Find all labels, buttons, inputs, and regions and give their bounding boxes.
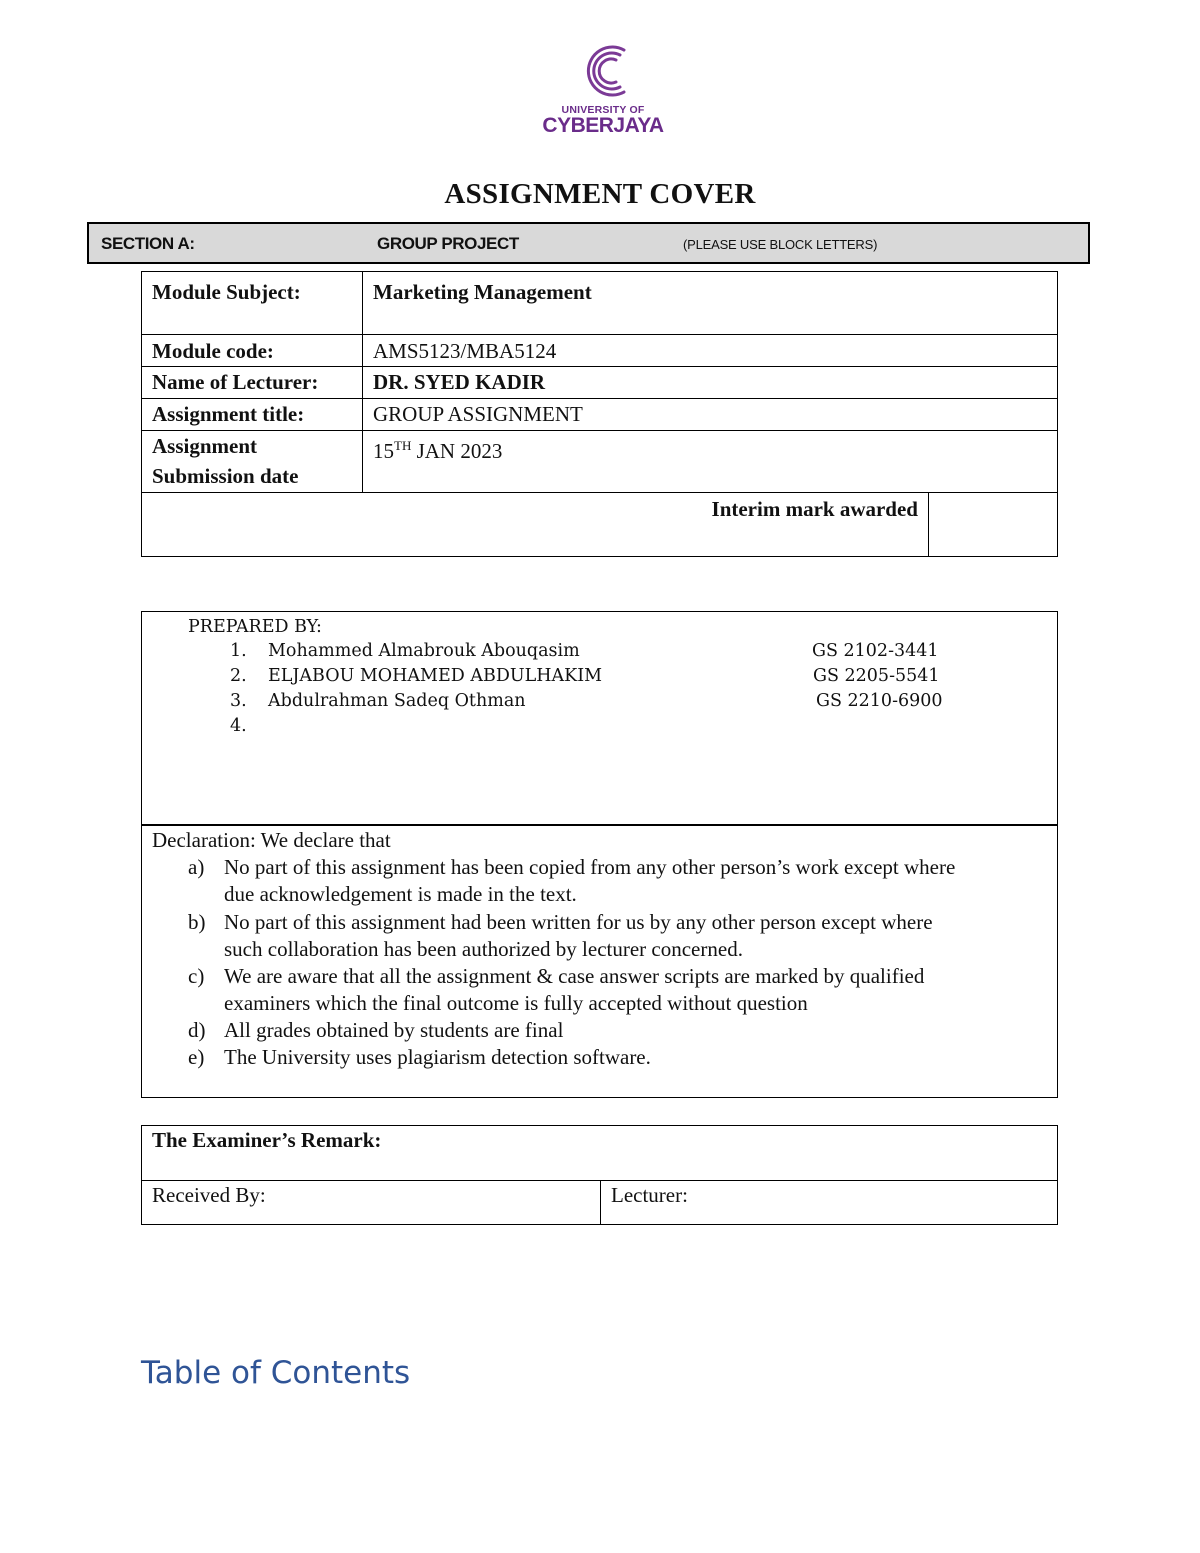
lecturer-label: Name of Lecturer:	[142, 367, 363, 398]
submission-date-label	[142, 431, 363, 492]
member-name: ELJABOU MOHAMED ABDULHAKIM	[268, 666, 603, 686]
declaration-box	[141, 826, 1058, 1098]
assignment-title-row	[141, 399, 1058, 431]
declaration-marker: e)	[188, 1045, 205, 1069]
logo-text-main: CYBERJAYA	[542, 114, 664, 137]
prepared-by-box	[141, 611, 1058, 826]
prepared-by-title: PREPARED BY:	[188, 617, 322, 637]
remark-column-divider	[600, 1180, 601, 1225]
member-number: 4.	[230, 716, 247, 736]
section-type: GROUP PROJECT	[377, 234, 519, 253]
declaration-line: No part of this assignment has been copied from any other person’s work except where	[224, 855, 956, 879]
received-by-label: Received By:	[152, 1183, 266, 1207]
document-title: ASSIGNMENT COVER	[444, 178, 756, 210]
lecturer-signoff-label: Lecturer:	[611, 1183, 688, 1207]
submission-date-label-line2: Submission date	[152, 464, 299, 488]
module-code-label: Module code:	[142, 335, 363, 366]
interim-mark-label: Interim mark awarded	[142, 493, 929, 556]
declaration-line: such collaboration has been authorized by lecturer concerned.	[224, 937, 743, 961]
declaration-line: due acknowledgement is made in the text.	[224, 882, 577, 906]
module-info-table	[141, 271, 1058, 557]
table-of-contents-heading: Table of Contents	[141, 1355, 411, 1391]
member-name: Mohammed Almabrouk Abouqasim	[268, 641, 580, 661]
declaration-line: No part of this assignment had been written for us by any other person except where	[224, 910, 933, 934]
module-subject-label: Module Subject:	[142, 272, 363, 334]
member-row	[142, 666, 1059, 691]
member-row	[142, 716, 1059, 741]
interim-mark-box	[929, 493, 1057, 556]
submission-day-suffix: TH	[394, 438, 412, 453]
member-number: 2.	[230, 666, 247, 686]
member-row	[142, 641, 1059, 666]
examiner-remark-title: The Examiner’s Remark:	[152, 1128, 382, 1152]
declaration-marker: b)	[188, 910, 206, 934]
lecturer-value: DR. SYED KADIR	[373, 370, 546, 394]
submission-date-value	[363, 431, 1057, 492]
university-logo	[540, 42, 666, 142]
declaration-marker: c)	[188, 964, 205, 988]
declaration-text	[224, 909, 1054, 963]
declaration-line: We are aware that all the assignment & case answer scripts are marked by qualified	[224, 964, 925, 988]
section-a-bar	[87, 222, 1090, 264]
member-number: 3.	[230, 691, 247, 711]
examiner-remark-box	[141, 1125, 1058, 1225]
member-id: GS 2102-3441	[812, 641, 939, 661]
declaration-text	[224, 1017, 1054, 1044]
module-code-value: AMS5123/MBA5124	[373, 339, 557, 363]
declaration-line: All grades obtained by students are final	[224, 1018, 564, 1042]
declaration-intro: Declaration: We declare that	[152, 828, 391, 852]
member-number: 1.	[230, 641, 247, 661]
module-subject-row	[141, 271, 1058, 335]
university-c-emblem-icon	[540, 42, 666, 102]
declaration-marker: a)	[188, 855, 205, 879]
declaration-line: The University uses plagiarism detection software.	[224, 1045, 651, 1069]
submission-date-row	[141, 431, 1058, 493]
declaration-marker: d)	[188, 1018, 206, 1042]
submission-month-year: JAN 2023	[411, 439, 503, 463]
member-id: GS 2205-5541	[813, 666, 940, 686]
module-subject-value: Marketing Management	[373, 280, 592, 304]
declaration-text	[224, 1044, 1054, 1071]
member-row	[142, 691, 1059, 716]
interim-mark-row	[141, 493, 1058, 557]
section-label: SECTION A:	[101, 234, 195, 253]
assignment-title-value: GROUP ASSIGNMENT	[373, 402, 583, 426]
assignment-title-label: Assignment title:	[142, 399, 363, 430]
lecturer-row	[141, 367, 1058, 399]
logo-text-small: UNIVERSITY OF	[561, 104, 645, 116]
submission-day: 15	[373, 439, 394, 463]
member-id: GS 2210-6900	[816, 691, 943, 711]
module-code-row	[141, 335, 1058, 367]
declaration-text	[224, 854, 1054, 908]
section-note: (PLEASE USE BLOCK LETTERS)	[683, 237, 878, 252]
declaration-line: examiners which the final outcome is fully accepted without question	[224, 991, 808, 1015]
declaration-text	[224, 963, 1054, 1017]
member-name: Abdulrahman Sadeq Othman	[268, 691, 526, 711]
submission-date-label-line1: Assignment	[152, 434, 258, 458]
